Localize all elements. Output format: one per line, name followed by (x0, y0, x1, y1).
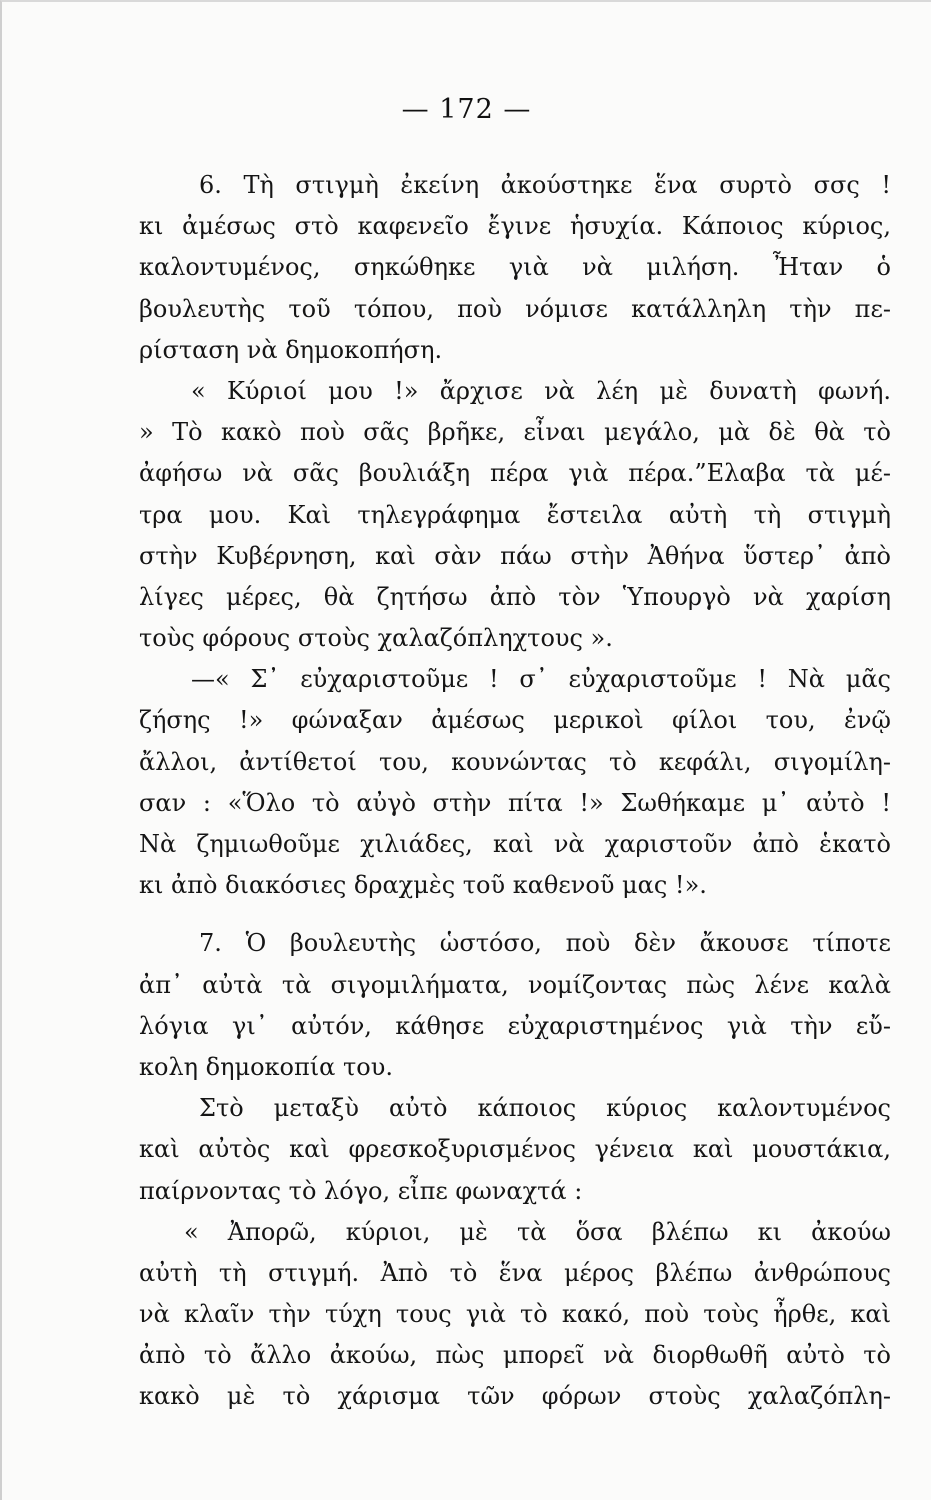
text-line: κι ἀμέσως στὸ καφενεῖο ἔγινε ἡσυχία. Κάποιος κύριος, (139, 212, 891, 241)
text-line: αὐτὴ τὴ στιγμή. Ἀπὸ τὸ ἕνα μέρος βλέπω ἀνθρώπους (139, 1258, 891, 1287)
text-line: ρίσταση νὰ δημοκοπήση. (139, 335, 443, 364)
text-line: « Ἀπορῶ, κύριοι, μὲ τὰ ὅσα βλέπω κι ἀκούω (184, 1217, 891, 1246)
section-gap (139, 906, 891, 923)
text-line: 6. Τὴ στιγμὴ ἐκείνη ἀκούστηκε ἕνα συρτὸ σσς ! (199, 171, 891, 199)
body-text (139, 165, 891, 1418)
text-line: » Τὸ κακὸ ποὺ σᾶς βρῆκε, εἶναι μεγάλο, μὰ δὲ θὰ τὸ (139, 418, 891, 447)
text-line: 7. Ὁ βουλευτὴς ὡστόσο, ποὺ δὲν ἄκουσε τίποτε (199, 929, 891, 958)
text-line: βουλευτὴς τοῦ τόπου, ποὺ νόμισε κατάλληλη τὴν πε- (139, 294, 891, 323)
text-line: κακὸ μὲ τὸ χάρισμα τῶν φόρων στοὺς χαλαζόπλη- (139, 1382, 891, 1411)
text-line: καὶ αὐτὸς καὶ φρεσκοξυρισμένος γένεια καὶ μουστάκια, (139, 1135, 891, 1164)
text-line: ἄλλοι, ἀντίθετοί του, κουνώντας τὸ κεφάλι, σιγομίλη- (139, 747, 891, 776)
text-line: νὰ κλαῖν τὴν τύχη τους γιὰ τὸ κακό, ποὺ τοὺς ἦρθε, καὶ (139, 1300, 891, 1329)
text-line: καλοντυμένος, σηκώθηκε γιὰ νὰ μιλήση. Ἦταν ὁ (139, 253, 891, 282)
text-line: λόγια γι᾽ αὐτόν, κάθησε εὐχαριστημένος γιὰ τὴν εὔ- (139, 1011, 891, 1040)
text-line: ἀπ᾽ αὐτὰ τὰ σιγομιλήματα, νομίζοντας πὼς λένε καλὰ (139, 970, 891, 999)
text-line: σαν : «Ὅλο τὸ αὐγὸ στὴν πίτα !» Σωθήκαμε μ᾽ αὐτὸ ! (139, 788, 891, 817)
text-line: —« Σ᾽ εὐχαριστοῦμε ! σ᾽ εὐχαριστοῦμε ! Νὰ μᾶς (191, 665, 891, 694)
text-line: Στὸ μεταξὺ αὐτὸ κάποιος κύριος καλοντυμένος (199, 1094, 891, 1123)
text-line: ἀπὸ τὸ ἄλλο ἀκούω, πὼς μπορεῖ νὰ διορθωθῆ αὐτὸ τὸ (139, 1341, 891, 1370)
text-line: κολη δημοκοπία του. (139, 1052, 393, 1081)
text-line: Νὰ ζημιωθοῦμε χιλιάδες, καὶ νὰ χαριστοῦν ἀπὸ ἑκατὸ (139, 830, 891, 858)
text-line: κι ἀπὸ διακόσιες δραχμὲς τοῦ καθενοῦ μας !». (139, 871, 707, 900)
text-line: τοὺς φόρους στοὺς χαλαζόπληχτους ». (139, 624, 613, 653)
page-number: — 172 — (401, 94, 532, 125)
text-line: παίρνοντας τὸ λόγο, εἶπε φωναχτά : (139, 1176, 583, 1205)
text-line: ἀφήσω νὰ σᾶς βουλιάξη πέρα γιὰ πέρα.”Ελαβα τὰ μέ- (139, 459, 891, 488)
text-line: λίγες μέρες, θὰ ζητήσω ἀπὸ τὸν Ὑπουργὸ νὰ χαρίση (139, 582, 891, 611)
text-line: στὴν Κυβέρνηση, καὶ σὰν πάω στὴν Ἀθήνα ὕστερ᾽ ἀπὸ (139, 541, 891, 570)
text-line: « Κύριοί μου !» ἄρχισε νὰ λέη μὲ δυνατὴ φωνή. (191, 376, 891, 405)
text-line: ζήσης !» φώναξαν ἀμέσως μερικοὶ φίλοι του, ἐνῷ (139, 706, 891, 735)
text-line: τρα μου. Καὶ τηλεγράφημα ἔστειλα αὐτὴ τὴ στιγμὴ (139, 500, 891, 529)
